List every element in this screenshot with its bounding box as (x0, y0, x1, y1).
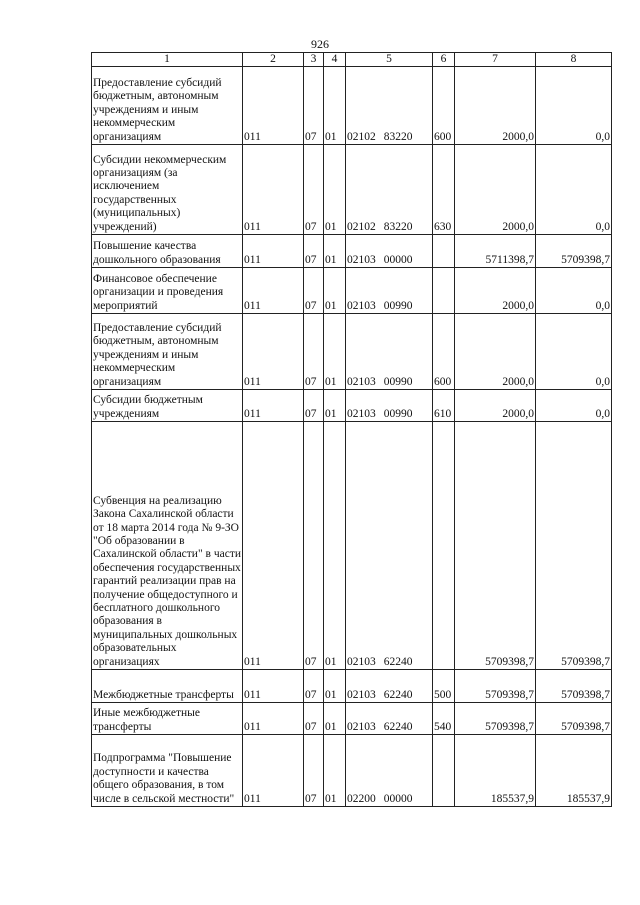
subsection-cell: 01 (324, 67, 346, 145)
expense-type-cell: 540 (433, 703, 455, 735)
target-article-code: 02102 (347, 130, 376, 143)
target-article-subcode: 62240 (383, 720, 413, 733)
target-article-code: 02103 (347, 407, 376, 420)
target-article-code: 02102 (347, 220, 376, 233)
subsection-cell: 01 (324, 735, 346, 807)
target-article-subcode: 00000 (383, 253, 413, 266)
column-header: 6 (433, 53, 455, 67)
code-cell: 011 (243, 703, 304, 735)
expense-type-cell: 610 (433, 390, 455, 422)
column-header: 4 (324, 53, 346, 67)
target-article-code: 02103 (347, 655, 376, 668)
target-article-cell (346, 235, 433, 268)
target-article-code: 02103 (347, 299, 376, 312)
amount-cell: 5709398,7 (455, 422, 536, 670)
row-name-cell: Подпрограмма "Повышение доступности и качества общего образования, в том числе в сельской местности" (92, 735, 243, 807)
section-cell: 07 (304, 145, 324, 235)
section-cell: 07 (304, 703, 324, 735)
amount-cell: 5709398,7 (455, 670, 536, 703)
subsection-cell: 01 (324, 268, 346, 314)
section-cell: 07 (304, 268, 324, 314)
amount-cell: 2000,0 (455, 145, 536, 235)
code-cell: 011 (243, 145, 304, 235)
table-row (92, 314, 612, 390)
section-cell: 07 (304, 390, 324, 422)
subsection-cell: 01 (324, 422, 346, 670)
target-article-cell (346, 145, 433, 235)
row-name-cell: Финансовое обеспечение организации и проведения мероприятий (92, 268, 243, 314)
table-row (92, 670, 612, 703)
target-article-cell (346, 670, 433, 703)
target-article-code: 02103 (347, 688, 376, 701)
table-row (92, 67, 612, 145)
expense-type-cell: 630 (433, 145, 455, 235)
amount-cell: 185537,9 (455, 735, 536, 807)
page-number: 926 (311, 37, 329, 51)
amount-cell: 5709398,7 (536, 235, 612, 268)
amount-cell: 0,0 (536, 67, 612, 145)
column-header: 1 (92, 53, 243, 67)
target-article-code: 02103 (347, 375, 376, 388)
section-cell: 07 (304, 735, 324, 807)
row-name-cell: Субвенция на реализацию Закона Сахалинской области от 18 марта 2014 года № 9-ЗО "Об образовании в Сахалинской области" в части обеспечения государственных гарантий реализации прав на получение общедоступного и бесплатного дошкольного образования в муниципальных дошкольных образовательных организациях (92, 422, 243, 670)
section-cell: 07 (304, 670, 324, 703)
row-name-cell: Предоставление субсидий бюджетным, автономным учреждениям и иным некоммерческим организациям (92, 314, 243, 390)
expense-type-cell: 600 (433, 67, 455, 145)
table-row (92, 735, 612, 807)
target-article-cell (346, 314, 433, 390)
amount-cell: 2000,0 (455, 67, 536, 145)
target-article-subcode: 00000 (383, 792, 413, 805)
column-header-row (92, 53, 612, 67)
subsection-cell: 01 (324, 670, 346, 703)
table-row (92, 268, 612, 314)
amount-cell: 0,0 (536, 268, 612, 314)
section-cell: 07 (304, 235, 324, 268)
amount-cell: 0,0 (536, 145, 612, 235)
expense-type-cell (433, 422, 455, 670)
target-article-cell (346, 268, 433, 314)
code-cell: 011 (243, 422, 304, 670)
code-cell: 011 (243, 390, 304, 422)
column-header: 8 (536, 53, 612, 67)
target-article-cell (346, 422, 433, 670)
code-cell: 011 (243, 670, 304, 703)
table-row (92, 145, 612, 235)
amount-cell: 5709398,7 (536, 703, 612, 735)
subsection-cell: 01 (324, 390, 346, 422)
column-header: 3 (304, 53, 324, 67)
expense-type-cell: 600 (433, 314, 455, 390)
target-article-subcode: 00990 (383, 407, 413, 420)
table-row (92, 390, 612, 422)
section-cell: 07 (304, 67, 324, 145)
amount-cell: 5709398,7 (455, 703, 536, 735)
table-row (92, 235, 612, 268)
column-header: 7 (455, 53, 536, 67)
target-article-subcode: 83220 (383, 220, 413, 233)
target-article-cell (346, 67, 433, 145)
section-cell: 07 (304, 314, 324, 390)
amount-cell: 2000,0 (455, 314, 536, 390)
target-article-subcode: 62240 (383, 655, 413, 668)
budget-table (91, 52, 612, 807)
table-row (92, 703, 612, 735)
row-name-cell: Субсидии некоммерческим организациям (за исключением государственных (муниципальных) учреждений) (92, 145, 243, 235)
amount-cell: 5709398,7 (536, 670, 612, 703)
target-article-code: 02200 (347, 792, 376, 805)
subsection-cell: 01 (324, 314, 346, 390)
section-cell: 07 (304, 422, 324, 670)
amount-cell: 5709398,7 (536, 422, 612, 670)
target-article-subcode: 83220 (383, 130, 413, 143)
subsection-cell: 01 (324, 235, 346, 268)
code-cell: 011 (243, 235, 304, 268)
expense-type-cell (433, 235, 455, 268)
target-article-code: 02103 (347, 720, 376, 733)
target-article-cell (346, 390, 433, 422)
code-cell: 011 (243, 268, 304, 314)
code-cell: 011 (243, 67, 304, 145)
amount-cell: 0,0 (536, 390, 612, 422)
target-article-subcode: 00990 (383, 299, 413, 312)
expense-type-cell: 500 (433, 670, 455, 703)
target-article-subcode: 00990 (383, 375, 413, 388)
row-name-cell: Повышение качества дошкольного образования (92, 235, 243, 268)
amount-cell: 2000,0 (455, 268, 536, 314)
expense-type-cell (433, 268, 455, 314)
target-article-code: 02103 (347, 253, 376, 266)
target-article-cell (346, 735, 433, 807)
amount-cell: 5711398,7 (455, 235, 536, 268)
target-article-cell (346, 703, 433, 735)
expense-type-cell (433, 735, 455, 807)
subsection-cell: 01 (324, 145, 346, 235)
amount-cell: 185537,9 (536, 735, 612, 807)
amount-cell: 2000,0 (455, 390, 536, 422)
row-name-cell: Субсидии бюджетным учреждениям (92, 390, 243, 422)
row-name-cell: Предоставление субсидий бюджетным, автономным учреждениям и иным некоммерческим организациям (92, 67, 243, 145)
code-cell: 011 (243, 735, 304, 807)
row-name-cell: Иные межбюджетные трансферты (92, 703, 243, 735)
amount-cell: 0,0 (536, 314, 612, 390)
table-row (92, 422, 612, 670)
code-cell: 011 (243, 314, 304, 390)
row-name-cell: Межбюджетные трансферты (92, 670, 243, 703)
column-header: 5 (346, 53, 433, 67)
target-article-subcode: 62240 (383, 688, 413, 701)
column-header: 2 (243, 53, 304, 67)
subsection-cell: 01 (324, 703, 346, 735)
